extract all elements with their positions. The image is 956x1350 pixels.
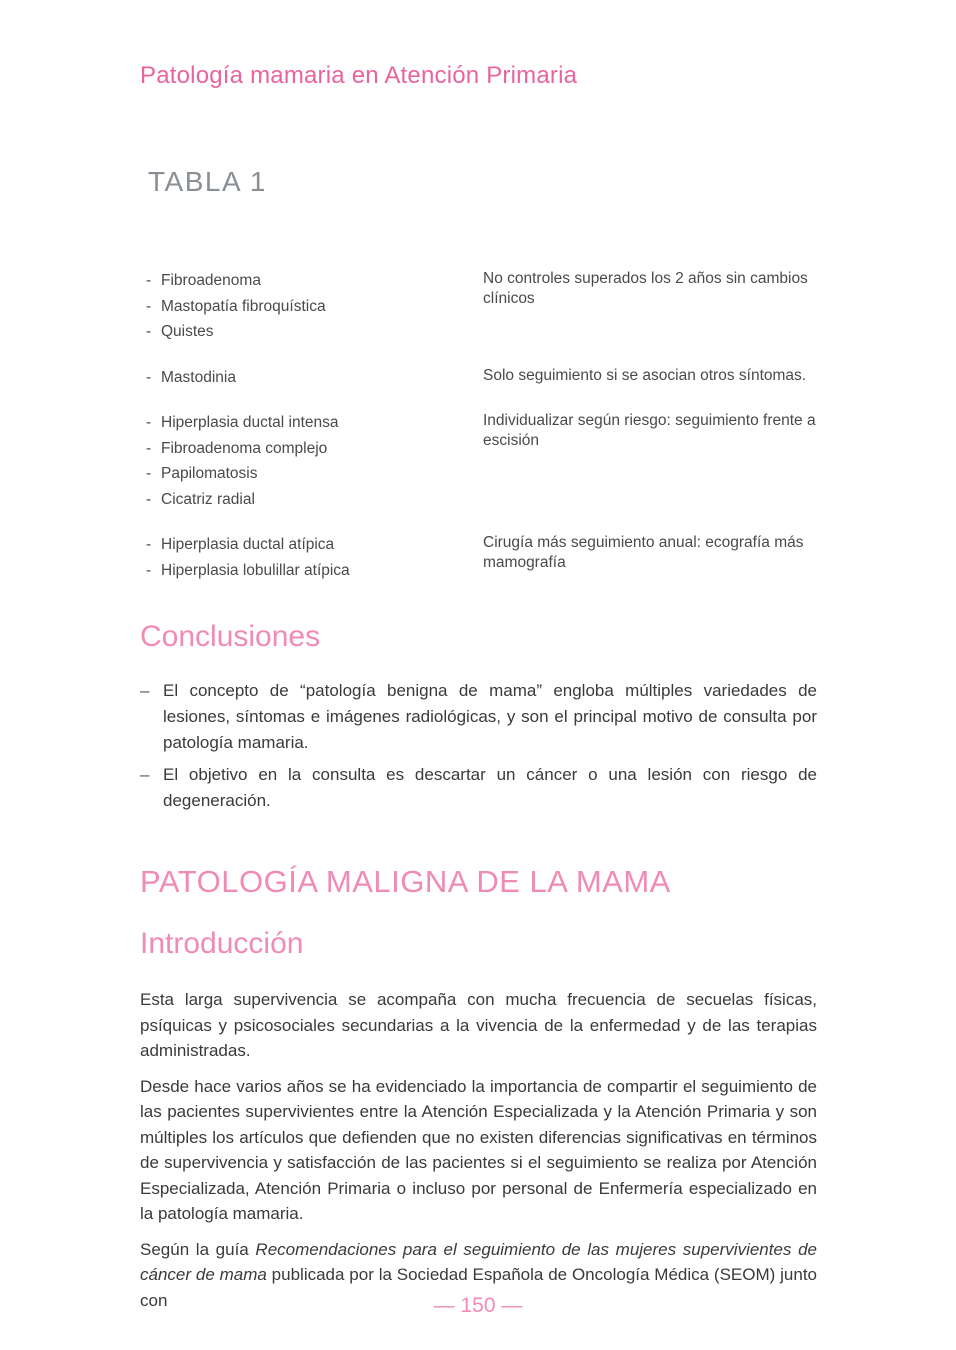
running-header: Patología mamaria en Atención Primaria <box>140 62 578 89</box>
lesion-list <box>146 410 483 512</box>
recommendation: Solo seguimiento si se asocian otros síntomas. <box>483 366 807 384</box>
lesion-item: - Papilomatosis <box>146 465 258 482</box>
conclusions-list <box>140 678 817 820</box>
lesion-list <box>146 268 483 345</box>
table-row <box>146 268 826 345</box>
lesion-item: - Hiperplasia ductal atípica <box>146 536 335 553</box>
introduction-body <box>140 987 817 1323</box>
recommendation: No controles superados los 2 años sin cambios clínicos <box>483 270 808 307</box>
lesion-item: - Mastodinia <box>146 368 236 386</box>
recommendation: Cirugía más seguimiento anual: ecografía más mamografía <box>483 534 804 571</box>
table-row <box>146 365 826 391</box>
lesion-list <box>146 365 483 391</box>
paragraph: Según la guía Recomendaciones para el seguimiento de las mujeres supervivientes de cáncer de mama publicada por la Sociedad Española de Oncología Médica (SEOM) junto con <box>140 1239 817 1310</box>
table-title: TABLA 1 <box>148 166 267 197</box>
introduction-heading: Introducción <box>140 927 304 960</box>
lesion-item: - Quistes <box>146 323 214 340</box>
conclusions-heading: Conclusiones <box>140 620 321 653</box>
lesion-item: - Cicatriz radial <box>146 490 255 508</box>
guide-title: Recomendaciones para el seguimiento de las mujeres supervivientes de cáncer de mama <box>140 1239 817 1284</box>
table-row <box>146 410 826 512</box>
lesion-item: - Hiperplasia ductal intensa <box>146 414 339 431</box>
lesion-item: - Hiperplasia lobulillar atípica <box>146 561 350 579</box>
list-item: – El objetivo en la consulta es descartar un cáncer o una lesión con riesgo de degeneración. <box>140 765 817 810</box>
list-item: – El concepto de “patología benigna de mama” engloba múltiples variedades de lesiones, síntomas e imágenes radiológicas, y son el principal motivo de consulta por patología mamaria. <box>140 681 817 752</box>
paragraph: Esta larga supervivencia se acompaña con mucha frecuencia de secuelas físicas, psíquicas y psicosociales secundarias a la vivencia de la enfermedad y de las terapias administradas. <box>140 990 817 1060</box>
lesion-item: - Mastopatía fibroquística <box>146 297 326 315</box>
lesion-item: - Fibroadenoma complejo <box>146 439 328 457</box>
table-row <box>146 532 826 583</box>
recommendations-table <box>146 268 826 603</box>
page-number: — 150 — <box>433 1294 523 1317</box>
lesion-list <box>146 532 483 583</box>
paragraph: Desde hace varios años se ha evidenciado la importancia de compartir el seguimiento de las pacientes supervivientes entre la Atención Especializada y la Atención Primaria y son múltiples los artículos que defienden que no existen diferencias significativas en términos de supervivencia y satisfacción de las pacientes si el seguimiento se realiza por Atención Especializada, Atención Primaria o incluso por personal de Enfermería especializado en la patología mamaria. <box>140 1076 817 1223</box>
recommendation: Individualizar según riesgo: seguimiento frente a escisión <box>483 412 816 449</box>
lesion-item: - Fibroadenoma <box>146 272 261 289</box>
part-heading: PATOLOGÍA MALIGNA DE LA MAMA <box>140 864 671 899</box>
